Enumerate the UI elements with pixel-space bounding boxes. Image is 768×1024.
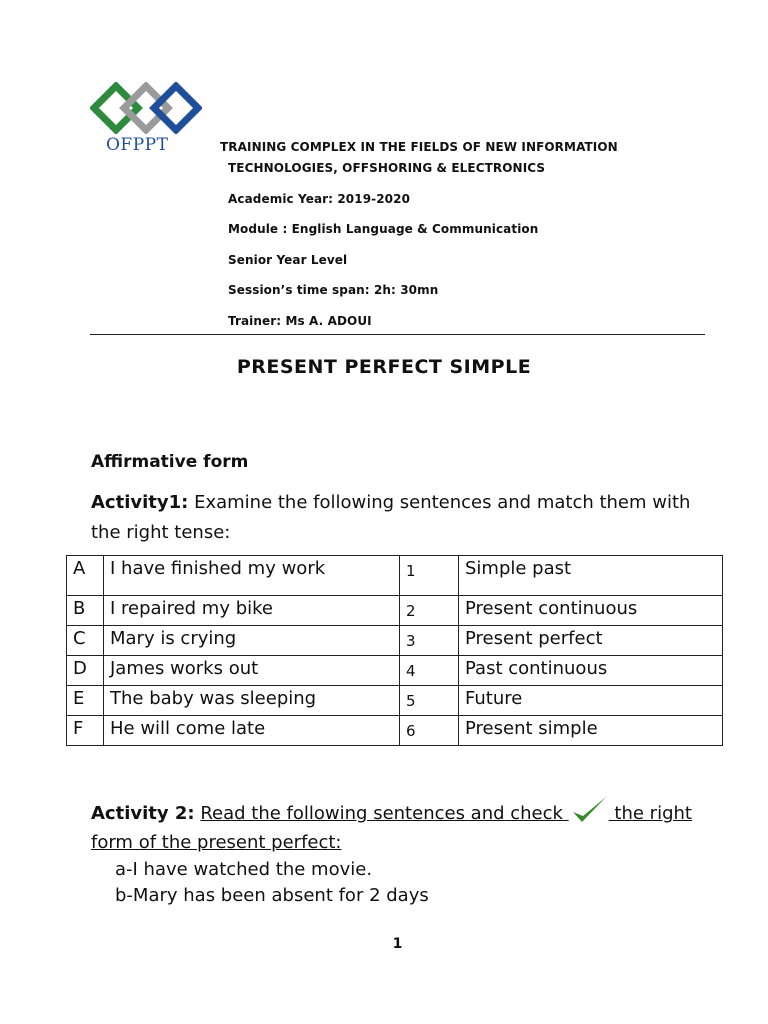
table-row: [67, 656, 723, 686]
logo-diamonds-icon: [90, 82, 202, 134]
checkmark-icon: [569, 795, 609, 825]
row-sentence: The baby was sleeping: [104, 686, 400, 716]
row-letter: B: [67, 596, 104, 626]
section-heading: Affirmative form: [91, 452, 249, 472]
row-letter: F: [67, 716, 104, 746]
logo-text: OFPPT: [106, 135, 169, 155]
row-number: 3: [400, 626, 459, 656]
row-tense: Future: [459, 686, 723, 716]
matching-table: [66, 555, 723, 746]
row-number: 1: [400, 556, 459, 596]
example-a: a-I have watched the movie.: [115, 859, 373, 880]
table-row: [67, 556, 723, 596]
time-span: Session’s time span: 2h: 30mn: [228, 283, 439, 297]
activity2-instruction: [91, 795, 711, 857]
row-sentence: I have finished my work: [104, 556, 400, 596]
activity2-text-a: Read the following sentences and check: [200, 803, 569, 824]
trainer: Trainer: Ms A. ADOUI: [228, 314, 372, 328]
row-tense: Present perfect: [459, 626, 723, 656]
row-number: 4: [400, 656, 459, 686]
row-sentence: Mary is crying: [104, 626, 400, 656]
page-number: 1: [392, 936, 403, 952]
row-letter: A: [67, 556, 104, 596]
activity1-instruction: [91, 488, 711, 548]
level: Senior Year Level: [228, 253, 348, 267]
row-tense: Present continuous: [459, 596, 723, 626]
table-row: [67, 626, 723, 656]
row-number: 2: [400, 596, 459, 626]
row-sentence: I repaired my bike: [104, 596, 400, 626]
row-sentence: James works out: [104, 656, 400, 686]
academic-year: Academic Year: 2019-2020: [228, 192, 411, 206]
example-b: b-Mary has been absent for 2 days: [115, 885, 429, 906]
table-row: [67, 716, 723, 746]
row-number: 5: [400, 686, 459, 716]
row-letter: D: [67, 656, 104, 686]
table-row: [67, 596, 723, 626]
activity1-text: Examine the following sentences and match them with the right tense:: [91, 492, 691, 543]
row-letter: C: [67, 626, 104, 656]
header-divider: [90, 334, 705, 335]
row-tense: Simple past: [459, 556, 723, 596]
activity1-label: Activity1:: [91, 492, 189, 513]
table-row: [67, 686, 723, 716]
activity2-text-b: the right form of the present perfect:: [91, 803, 692, 853]
page-title: PRESENT PERFECT SIMPLE: [236, 356, 532, 378]
row-tense: Present simple: [459, 716, 723, 746]
activity2-label: Activity 2:: [91, 803, 195, 824]
row-sentence: He will come late: [104, 716, 400, 746]
module: Module : English Language & Communication: [228, 222, 539, 236]
row-number: 6: [400, 716, 459, 746]
header-line-2: TECHNOLOGIES, OFFSHORING & ELECTRONICS: [228, 161, 546, 175]
header-line-1: TRAINING COMPLEX IN THE FIELDS OF NEW INFORMATION: [220, 140, 618, 154]
row-letter: E: [67, 686, 104, 716]
row-tense: Past continuous: [459, 656, 723, 686]
ofppt-logo: [90, 82, 202, 157]
